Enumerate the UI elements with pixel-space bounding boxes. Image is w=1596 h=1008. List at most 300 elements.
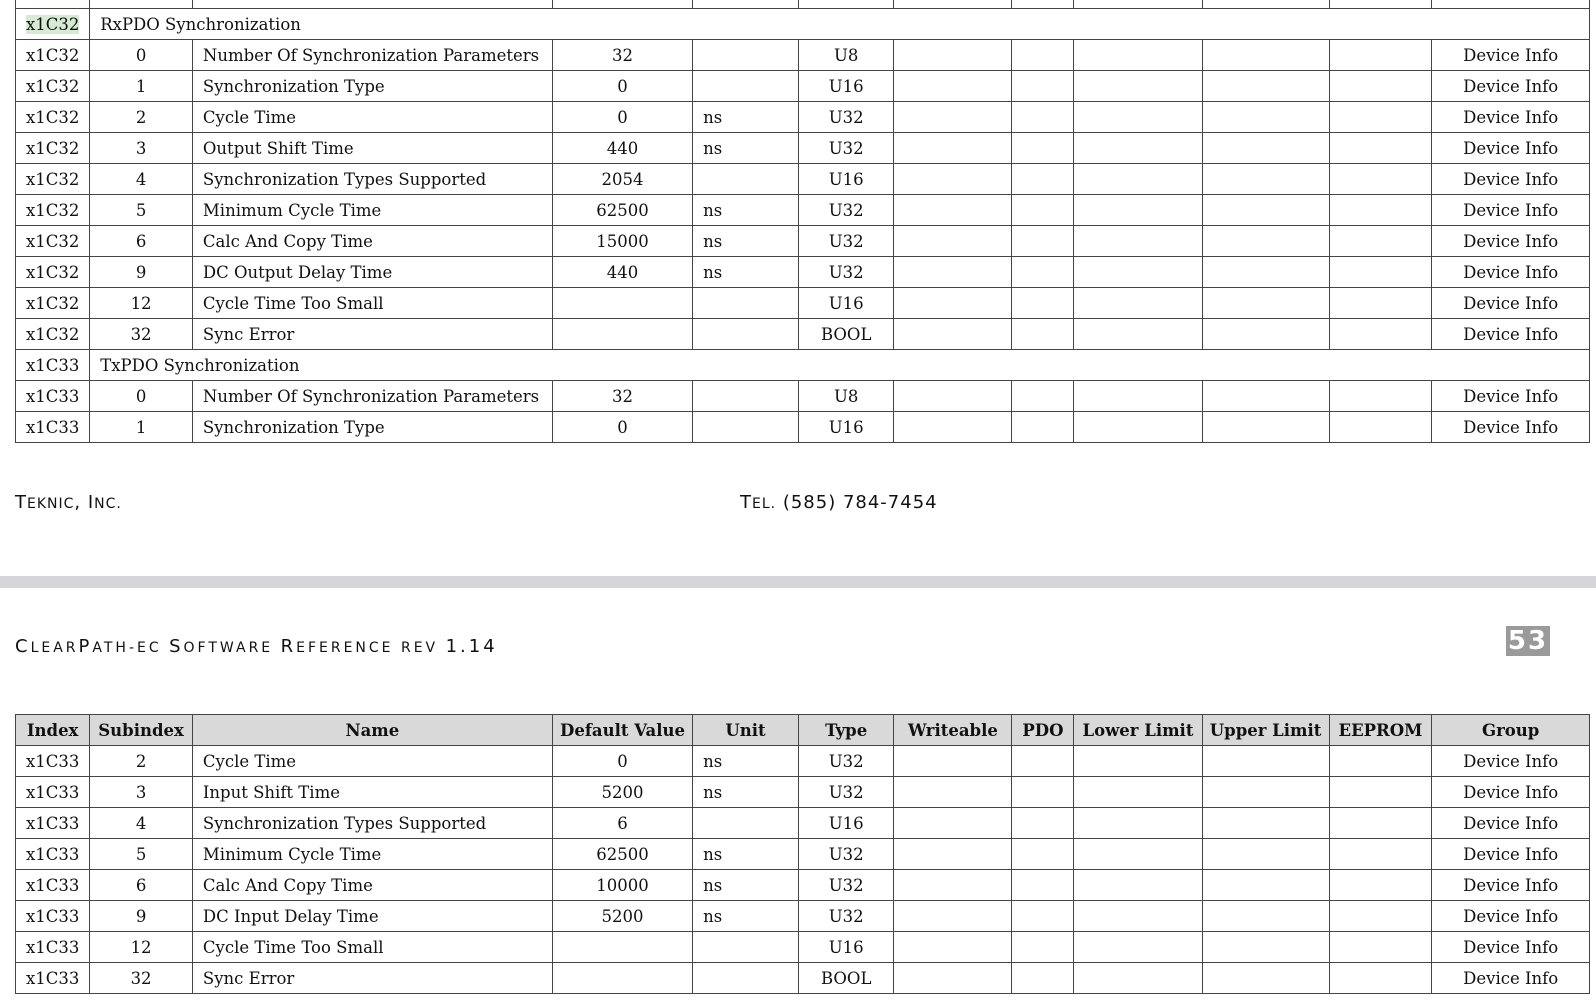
type-cell: U16 [798,412,894,443]
writeable-cell [894,71,1012,102]
group-cell: Device Info [1432,40,1590,71]
lower-limit-cell [1074,288,1202,319]
upper-limit-cell [1202,257,1329,288]
index-cell: x1C33 [16,932,90,963]
eeprom-cell [1329,40,1432,71]
cropped-cell [1432,0,1590,9]
group-cell: Device Info [1432,288,1590,319]
index-cell: x1C32 [16,195,90,226]
group-cell: Device Info [1432,839,1590,870]
column-header: Lower Limit [1074,715,1202,746]
lower-limit-cell [1074,963,1202,994]
unit-cell: ns [693,257,799,288]
default-value-cell [552,963,692,994]
default-value-cell: 0 [552,746,692,777]
column-header: PDO [1012,715,1074,746]
default-value-cell: 10000 [552,870,692,901]
unit-cell [693,319,799,350]
type-cell: U16 [798,71,894,102]
upper-limit-cell [1202,288,1329,319]
document-title-header: CLEARPATH-EC SOFTWARE REFERENCE REV 1.14 [15,636,498,657]
group-cell: Device Info [1432,870,1590,901]
group-cell: Device Info [1432,319,1590,350]
lower-limit-cell [1074,777,1202,808]
eeprom-cell [1329,164,1432,195]
unit-cell: ns [693,226,799,257]
pdo-cell [1012,901,1074,932]
pdo-cell [1012,839,1074,870]
writeable-cell [894,381,1012,412]
unit-cell [693,164,799,195]
name-cell: Synchronization Types Supported [192,164,552,195]
lower-limit-cell [1074,195,1202,226]
eeprom-cell [1329,133,1432,164]
lower-limit-cell [1074,319,1202,350]
group-cell: Device Info [1432,777,1590,808]
table-row [16,319,1590,350]
lower-limit-cell [1074,40,1202,71]
subindex-cell: 12 [90,932,193,963]
eeprom-cell [1329,932,1432,963]
name-cell: Sync Error [192,319,552,350]
eeprom-cell [1329,319,1432,350]
default-value-cell: 62500 [552,839,692,870]
upper-limit-cell [1202,319,1329,350]
default-value-cell: 2054 [552,164,692,195]
writeable-cell [894,102,1012,133]
subindex-cell: 1 [90,71,193,102]
index-cell: x1C32 [16,71,90,102]
index-cell: x1C33 [16,963,90,994]
index-cell: x1C33 [16,412,90,443]
table-header-row [16,715,1590,746]
section-title: TxPDO Synchronization [90,350,1590,381]
subindex-cell: 0 [90,381,193,412]
page-separator [0,576,1596,588]
name-cell: Minimum Cycle Time [192,839,552,870]
group-cell: Device Info [1432,195,1590,226]
table-row [16,164,1590,195]
column-header: EEPROM [1329,715,1432,746]
default-value-cell: 0 [552,102,692,133]
object-dictionary-table-continued [15,0,1590,443]
unit-cell: ns [693,133,799,164]
default-value-cell [552,319,692,350]
column-header: Group [1432,715,1590,746]
cropped-cell [90,0,193,9]
column-header: Unit [693,715,799,746]
index-text: x1C33 [26,355,80,375]
subindex-cell: 6 [90,226,193,257]
upper-limit-cell [1202,40,1329,71]
pdo-cell [1012,288,1074,319]
eeprom-cell [1329,195,1432,226]
default-value-cell: 62500 [552,195,692,226]
eeprom-cell [1329,746,1432,777]
default-value-cell [552,288,692,319]
unit-cell [693,40,799,71]
name-cell: Number Of Synchronization Parameters [192,40,552,71]
page-53-top [0,588,1596,1008]
upper-limit-cell [1202,164,1329,195]
column-header: Default Value [552,715,692,746]
writeable-cell [894,746,1012,777]
upper-limit-cell [1202,226,1329,257]
index-cell: x1C33 [16,777,90,808]
default-value-cell: 5200 [552,901,692,932]
name-cell: Cycle Time Too Small [192,932,552,963]
upper-limit-cell [1202,963,1329,994]
type-cell: U32 [798,102,894,133]
writeable-cell [894,288,1012,319]
name-cell: Number Of Synchronization Parameters [192,381,552,412]
cropped-row [16,0,1590,9]
lower-limit-cell [1074,102,1202,133]
unit-cell [693,932,799,963]
eeprom-cell [1329,839,1432,870]
lower-limit-cell [1074,226,1202,257]
name-cell: Output Shift Time [192,133,552,164]
type-cell: U32 [798,777,894,808]
unit-cell: ns [693,746,799,777]
subindex-cell: 4 [90,808,193,839]
subindex-cell: 5 [90,839,193,870]
lower-limit-cell [1074,870,1202,901]
table-row [16,839,1590,870]
writeable-cell [894,257,1012,288]
table-row [16,381,1590,412]
default-value-cell: 32 [552,381,692,412]
index-cell: x1C33 [16,808,90,839]
lower-limit-cell [1074,381,1202,412]
writeable-cell [894,133,1012,164]
pdo-cell [1012,195,1074,226]
eeprom-cell [1329,870,1432,901]
group-cell: Device Info [1432,71,1590,102]
table-row [16,71,1590,102]
name-cell: Calc And Copy Time [192,870,552,901]
type-cell: U16 [798,932,894,963]
cropped-cell [798,0,894,9]
pdo-cell [1012,102,1074,133]
table-row [16,226,1590,257]
default-value-cell: 0 [552,412,692,443]
group-cell: Device Info [1432,963,1590,994]
column-header: Index [16,715,90,746]
unit-cell: ns [693,102,799,133]
cropped-cell [1074,0,1202,9]
name-cell: Synchronization Types Supported [192,808,552,839]
writeable-cell [894,932,1012,963]
table-row [16,808,1590,839]
unit-cell [693,288,799,319]
type-cell: U32 [798,746,894,777]
upper-limit-cell [1202,412,1329,443]
lower-limit-cell [1074,257,1202,288]
upper-limit-cell [1202,808,1329,839]
index-cell: x1C32 [16,288,90,319]
index-cell [16,350,90,381]
page-number-badge: 53 [1507,626,1549,656]
type-cell: BOOL [798,963,894,994]
unit-cell [693,381,799,412]
type-cell: U32 [798,870,894,901]
group-cell: Device Info [1432,746,1590,777]
name-cell: DC Input Delay Time [192,901,552,932]
index-cell: x1C32 [16,102,90,133]
type-cell: U32 [798,133,894,164]
cropped-cell [16,0,90,9]
table-row [16,870,1590,901]
table-row [16,777,1590,808]
unit-cell [693,412,799,443]
name-cell: Minimum Cycle Time [192,195,552,226]
subindex-cell: 5 [90,195,193,226]
upper-limit-cell [1202,71,1329,102]
table-row [16,195,1590,226]
type-cell: U16 [798,808,894,839]
name-cell: DC Output Delay Time [192,257,552,288]
type-cell: U16 [798,164,894,195]
index-cell: x1C33 [16,901,90,932]
type-cell: U32 [798,901,894,932]
table-row [16,746,1590,777]
type-cell: U32 [798,839,894,870]
unit-cell [693,71,799,102]
eeprom-cell [1329,901,1432,932]
group-cell: Device Info [1432,412,1590,443]
pdo-cell [1012,319,1074,350]
upper-limit-cell [1202,932,1329,963]
writeable-cell [894,226,1012,257]
group-cell: Device Info [1432,226,1590,257]
unit-cell: ns [693,777,799,808]
pdo-cell [1012,133,1074,164]
group-cell: Device Info [1432,133,1590,164]
index-cell: x1C33 [16,746,90,777]
section-row [16,350,1590,381]
table-row [16,932,1590,963]
section-title: RxPDO Synchronization [90,9,1590,40]
type-cell: U8 [798,40,894,71]
table-row [16,40,1590,71]
object-dictionary-table [15,714,1590,994]
lower-limit-cell [1074,71,1202,102]
writeable-cell [894,195,1012,226]
footer-company: TEKNIC, INC. [15,492,122,513]
table-row [16,963,1590,994]
lower-limit-cell [1074,901,1202,932]
column-header: Subindex [90,715,193,746]
index-cell: x1C33 [16,381,90,412]
cropped-cell [192,0,552,9]
cropped-cell [693,0,799,9]
group-cell: Device Info [1432,257,1590,288]
type-cell: U32 [798,195,894,226]
writeable-cell [894,164,1012,195]
index-cell: x1C32 [16,133,90,164]
writeable-cell [894,40,1012,71]
default-value-cell: 6 [552,808,692,839]
default-value-cell: 440 [552,257,692,288]
pdo-cell [1012,870,1074,901]
index-cell: x1C32 [16,257,90,288]
type-cell: U16 [798,288,894,319]
subindex-cell: 4 [90,164,193,195]
upper-limit-cell [1202,839,1329,870]
index-cell [16,9,90,40]
group-cell: Device Info [1432,164,1590,195]
name-cell: Cycle Time [192,746,552,777]
eeprom-cell [1329,71,1432,102]
lower-limit-cell [1074,164,1202,195]
subindex-cell: 12 [90,288,193,319]
eeprom-cell [1329,102,1432,133]
eeprom-cell [1329,226,1432,257]
upper-limit-cell [1202,102,1329,133]
writeable-cell [894,412,1012,443]
cropped-cell [1012,0,1074,9]
upper-limit-cell [1202,901,1329,932]
type-cell: U32 [798,257,894,288]
pdo-cell [1012,226,1074,257]
eeprom-cell [1329,288,1432,319]
index-text: x1C32 [26,14,80,34]
unit-cell: ns [693,839,799,870]
unit-cell: ns [693,870,799,901]
pdo-cell [1012,777,1074,808]
lower-limit-cell [1074,133,1202,164]
group-cell: Device Info [1432,901,1590,932]
cropped-cell [894,0,1012,9]
default-value-cell: 32 [552,40,692,71]
pdo-cell [1012,71,1074,102]
table-row [16,257,1590,288]
upper-limit-cell [1202,870,1329,901]
default-value-cell: 0 [552,71,692,102]
subindex-cell: 0 [90,40,193,71]
writeable-cell [894,839,1012,870]
index-cell: x1C33 [16,870,90,901]
upper-limit-cell [1202,746,1329,777]
cropped-cell [552,0,692,9]
table-row [16,412,1590,443]
name-cell: Input Shift Time [192,777,552,808]
subindex-cell: 6 [90,870,193,901]
group-cell: Device Info [1432,808,1590,839]
pdo-cell [1012,164,1074,195]
table-row [16,901,1590,932]
pdo-cell [1012,746,1074,777]
table-row [16,288,1590,319]
writeable-cell [894,777,1012,808]
writeable-cell [894,808,1012,839]
column-header: Type [798,715,894,746]
pdo-cell [1012,40,1074,71]
pdo-cell [1012,808,1074,839]
table-row [16,102,1590,133]
column-header: Upper Limit [1202,715,1329,746]
subindex-cell: 9 [90,257,193,288]
pdo-cell [1012,932,1074,963]
default-value-cell: 5200 [552,777,692,808]
cropped-cell [1202,0,1329,9]
table-row [16,133,1590,164]
unit-cell: ns [693,195,799,226]
upper-limit-cell [1202,195,1329,226]
lower-limit-cell [1074,808,1202,839]
name-cell: Synchronization Type [192,412,552,443]
type-cell: BOOL [798,319,894,350]
lower-limit-cell [1074,932,1202,963]
writeable-cell [894,319,1012,350]
default-value-cell: 15000 [552,226,692,257]
lower-limit-cell [1074,412,1202,443]
eeprom-cell [1329,412,1432,443]
unit-cell [693,808,799,839]
subindex-cell: 1 [90,412,193,443]
writeable-cell [894,870,1012,901]
index-cell: x1C32 [16,40,90,71]
type-cell: U8 [798,381,894,412]
pdo-cell [1012,412,1074,443]
index-cell: x1C33 [16,839,90,870]
pdo-cell [1012,381,1074,412]
index-cell: x1C32 [16,164,90,195]
eeprom-cell [1329,381,1432,412]
index-cell: x1C32 [16,319,90,350]
subindex-cell: 2 [90,746,193,777]
eeprom-cell [1329,808,1432,839]
footer-telephone: TEL. (585) 784-7454 [740,492,938,513]
subindex-cell: 3 [90,777,193,808]
writeable-cell [894,901,1012,932]
index-cell: x1C32 [16,226,90,257]
name-cell: Synchronization Type [192,71,552,102]
default-value-cell: 440 [552,133,692,164]
unit-cell: ns [693,901,799,932]
eeprom-cell [1329,777,1432,808]
column-header: Name [192,715,552,746]
eeprom-cell [1329,257,1432,288]
subindex-cell: 9 [90,901,193,932]
upper-limit-cell [1202,133,1329,164]
group-cell: Device Info [1432,932,1590,963]
writeable-cell [894,963,1012,994]
default-value-cell [552,932,692,963]
cropped-cell [1329,0,1432,9]
name-cell: Cycle Time Too Small [192,288,552,319]
upper-limit-cell [1202,777,1329,808]
subindex-cell: 32 [90,963,193,994]
type-cell: U32 [798,226,894,257]
column-header: Writeable [894,715,1012,746]
lower-limit-cell [1074,746,1202,777]
lower-limit-cell [1074,839,1202,870]
upper-limit-cell [1202,381,1329,412]
name-cell: Calc And Copy Time [192,226,552,257]
name-cell: Cycle Time [192,102,552,133]
unit-cell [693,963,799,994]
group-cell: Device Info [1432,381,1590,412]
pdo-cell [1012,257,1074,288]
section-row [16,9,1590,40]
pdo-cell [1012,963,1074,994]
eeprom-cell [1329,963,1432,994]
name-cell: Sync Error [192,963,552,994]
group-cell: Device Info [1432,102,1590,133]
subindex-cell: 32 [90,319,193,350]
